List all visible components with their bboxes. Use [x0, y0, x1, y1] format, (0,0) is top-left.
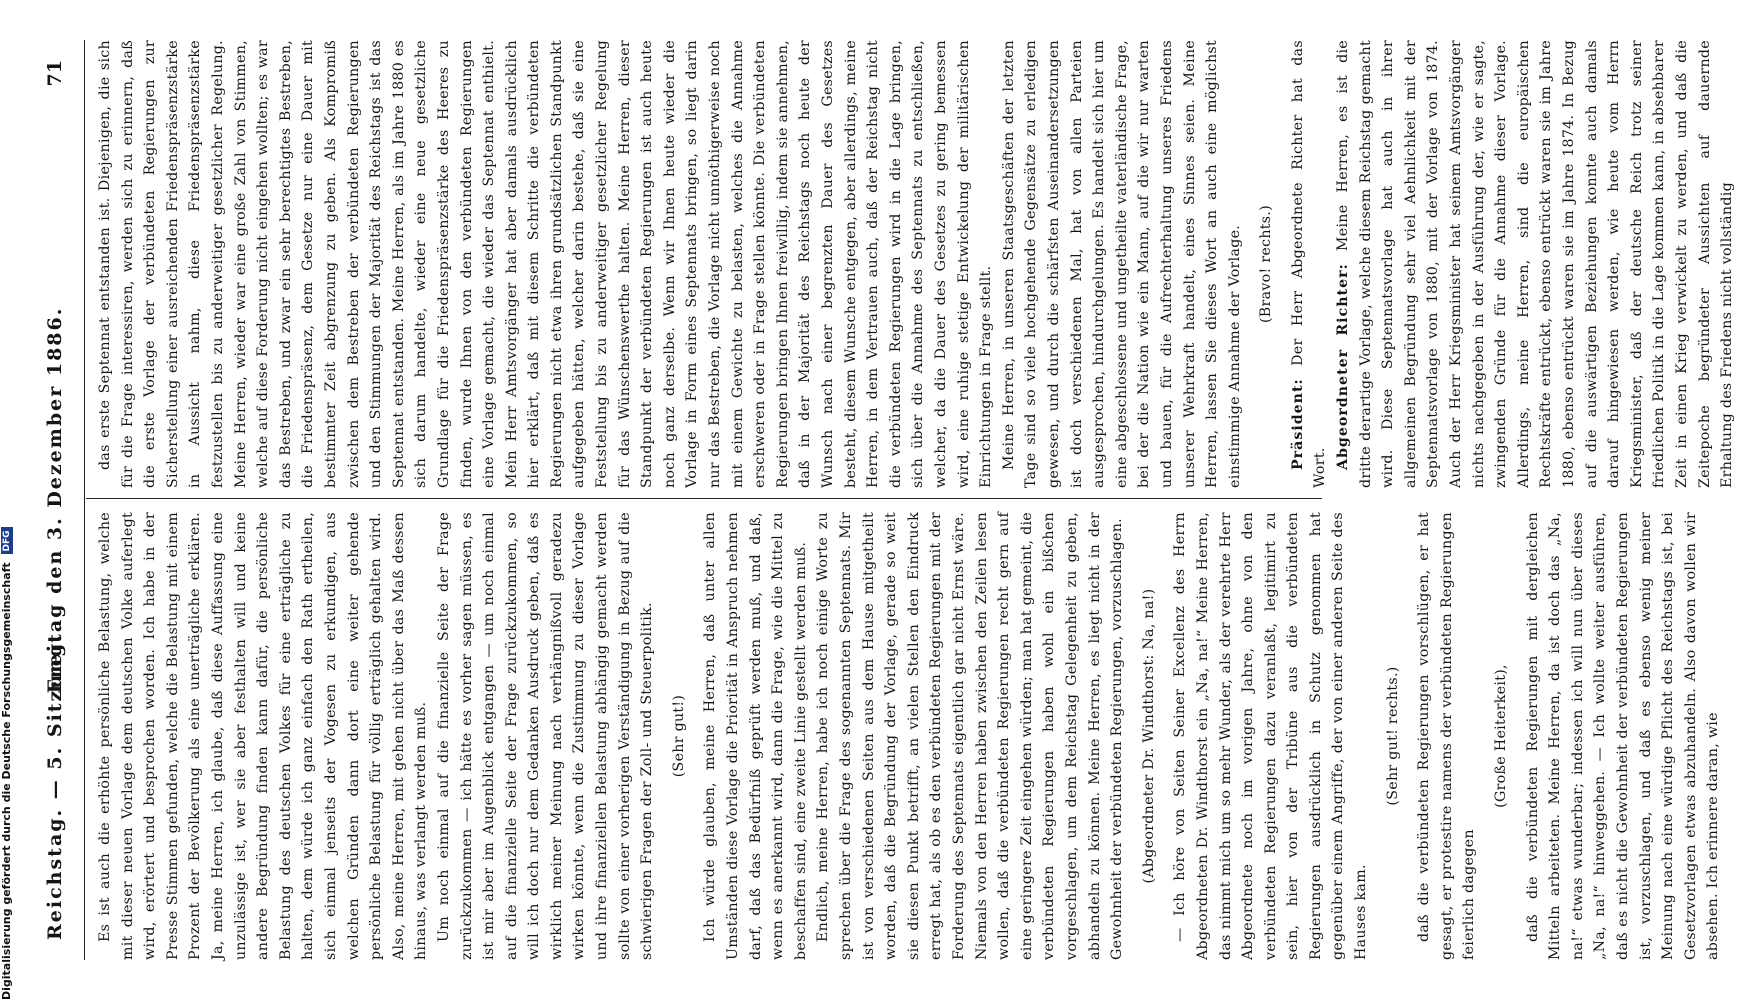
speech-text: Der Herr Abgeordnete Richter hat das Wort. [1289, 40, 1329, 488]
speaker-name: Abgeordneter Richter: [1335, 263, 1352, 470]
speech-paragraph [1287, 40, 1332, 488]
page-number: 71 [44, 60, 66, 87]
footer-credit: Digitalisierung gefördert durch die Deutsche Forschungsgemeinschaft [0, 562, 13, 1000]
dfg-logo: DFG [1, 527, 13, 554]
header-rule [84, 40, 85, 960]
body-paragraph: Um noch einmal auf die finanzielle Seite der Frage zurückzukommen — ich hätte es vorher sagen müssen, es ist mir aber im Augenblick entgangen — um noch einmal auf die finanzielle Seite der Frage zurückzukommen, so will ich doch nur dem Gedanken Ausdruck geben, daß es wirklich meiner Meinung nach verhängnißvoll geradezu wirken könnte, wenn die Zustimmung zu dieser Vorlage und ihre finanziellen Belastung abhängig gemacht werden sollte von einer vorherigen Verständigung in Bezug auf die schwierigen Fragen der Zoll- und Steuerpolitik. [435, 512, 656, 960]
body-paragraph: daß die verbündeten Regierungen vorschlügen, er hat gesagt, er protestire namens der verbündeten Regierungen feierlich dagegen [1416, 512, 1478, 960]
interjection: (Bravo! rechts.) [1258, 204, 1275, 324]
body-paragraph: Endlich, meine Herren, habe ich noch einige Worte zu sprechen über die Frage des sogenannten Septennats. Mir ist von verschiedenen Seiten aus dem Hause mitgetheilt worden, daß die Begründung der Vorlage, gerade so weit sie diesen Punkt betrifft, an vielen Stellen den Eindruck erregt hat, als ob es den verbündeten Regierungen mit der Forderung des Septennats eigentlich gar nicht Ernst wäre. Niemals von den Herren haben zwischen den Zeilen lesen wollen, daß die verbündeten Regierungen recht gern auf eine geringere Zeit eingehen würden; man hat gemeint, die verbündeten Regierungen haben wohl ein bißchen vorgeschlagen, um dem Reichstag Gelegenheit zu geben, abhandeln zu können. Meine Herren, es liegt nicht in der Gewohnheit der verbündeten Regierungen, vorzuschlagen. [815, 512, 1126, 960]
body-paragraph: — Ich höre von Seiten Seiner Excellenz des Herrn Abgeordneten Dr. Windthorst ein „Na, na!“ Meine Herren, das nimmt mich um so mehr Wunder, als der verehrte Herr Abgeordnete noch im vorigen Jahre, ohne von den verbündeten Regierungen dazu veranlaßt, legitimirt zu sein, hier von der Tribüne aus die verbündeten Regierungen ausdrücklich in Schutz genommen hat gegenüber einem Angriffe, der von einer anderen Seite des Hauses kam. [1172, 512, 1370, 960]
right-column [94, 40, 1736, 488]
speech-paragraph [1332, 40, 1739, 488]
header-date: Freitag den 3. Dezember 1886. [44, 306, 66, 694]
interjection: (Sehr gut!) [670, 694, 687, 778]
speaker-name: Präsident: [1289, 378, 1306, 470]
page-header [18, 60, 74, 940]
interjection: (Sehr gut! rechts.) [1384, 666, 1401, 806]
speech-text: Meine Herren, es ist die dritte derartige Vorlage, welche diesem Reichstag gemacht wird. Diese Septennatsvorlage hat auch in ihrer allgemeinen Begründung sehr viel Aehnlichkeit mit der Septennatsvorlage von 1880, mit der Vorlage von 1874. Auch der Herr Kriegsminister hat seinem Amtsvorgänger nichts nachgegeben in der Ausführung der, wie er sagte, zwingenden Gründe für die Annahme dieser Vorlage. Allerdings, meine Herren, sind die europäischen Rechtskräfte entrückt, ebenso entrückt waren sie im Jahre 1880, ebenso entrückt waren sie im Jahre 1874. In Bezug auf die auswärtigen Beziehungen konnte auch damals darauf hingewiesen werden, wie heute vom Herrn Kriegsminister, daß der deutsche Reich trotz seiner friedlichen Politik in die Lage kommen kann, in absehbarer Zeit in einen Krieg verwickelt zu werden, und daß die Zeitepoche begründeter Aussichten auf dauernde Erhaltung des Friedens nicht vollständig [1335, 40, 1736, 488]
body-paragraph: das erste Septennat entstanden ist. Diejenigen, die sich für die Frage interessiren, werden sich zu erinnern, daß die erste Vorlage der verbündeten Regierungen zur Sicherstellung einer ausreichenden Friedenspräsenzstärke in Aussicht nahm, diese Friedenspräsenzstärke festzustellen bis zu anderweitiger gesetzlicher Regelung. Meine Herren, wieder war eine große Zahl von Stimmen, welche auf diese Forderung nicht eingehen wollten; es war das Bestreben, und zwar ein sehr berechtigtes Bestreben, die Friedenspräsenz, dem Gesetze nur eine Dauer mit bestimmter Zeit abgrenzung zu geben. Als Kompromiß zwischen dem Bestreben der verbündeten Regierungen und den Stimmungen der Majorität des Reichstags ist das Septennat entstanden. Meine Herren, als im Jahre 1880 es sich darum handelte, wieder eine neue gesetzliche Grundlage für die Friedenspräsenzstärke des Heeres zu finden, wurde Ihnen von den verbündeten Regierungen eine Vorlage gemacht, die wieder das Septennat enthielt. Mein Herr Amtsvorgänger hat aber damals ausdrücklich hier erklärt, daß mit diesem Schritte die verbündeten Regierungen nicht etwa ihren grundsätzlichen Standpunkt aufgegeben hätten, welcher darin bestehe, daß sie eine Feststellung bis zu anderweitiger gesetzlicher Regelung für das Wünschenswerthe halten. Meine Herren, dieser Standpunkt der verbündeten Regierungen ist auch heute noch ganz derselbe. Wenn wir Ihnen heute wieder die Vorlage in Form eines Septennats bringen, so liegt darin nur das Bestreben, die Vorlage nicht unnöthigerweise noch mit einem Gewichte zu belasten, welches die Annahme erschweren oder in Frage stellen könnte. Die verbündeten Regierungen bringen Ihnen freiwillig, indem sie annehmen, daß in der Majorität des Reichstags noch heute der Wunsch nach einer begrenzten Dauer des Gesetzes besteht, diesem Wunsche entgegen, aber allerdings, meine Herren, in dem Vertrauen auch, daß der Reichstag nicht die verbündeten Regierungen wird in die Lage bringen, sich über die Annahme des Septennats zu entschließen, welcher, da die Dauer des Gesetzes zu gering bemessen wird, eine ruhige stetige Entwickelung der militärischen Einrichtungen in Frage stellt. [97, 40, 995, 488]
interjection: (Abgeordneter Dr. Windthorst: Na, na!) [1140, 588, 1157, 884]
body-paragraph: Es ist auch die erhöhte persönliche Belastung, welche mit dieser neuen Vorlage dem deutschen Volke auferlegt wird, erörtert und besprochen worden. Ich habe in der Presse Stimmen gefunden, welche die Belastung mit einem Prozent der Bevölkerung als eine unerträgliche erklären. Ja, meine Herren, ich glaube, daß diese Auffassung eine unzulässige ist, wer sie aber festhalten will und keine andere Begründung finden kann dafür, die persönliche Belastung des deutschen Volkes für eine erträgliche zu halten, dem würde ich ganz einfach den Rath ertheilen, sich einmal jenseits der Vogesen zu erkundigen, aus welchen Gründen dann dort eine weiter gehende persönliche Belastung für völlig erträglich gehalten wird. Also, meine Herren, mit gehen nicht über das Maß dessen hinaus, was verlangt werden muß. [97, 512, 430, 960]
body-paragraph: Meine Herren, in unseren Staatsgeschäften der letzten Tage sind so viele hochgehende Gegensätze zu erledigen gewesen, und durch die schärfsten Auseinandersetzungen ist doch verschiedenen Mal, hat von allen Parteien ausgesprochen, hindurchgelungen. Es handelt sich hier um eine abgeschlossene und ungetheilte vaterländische Frage, bei der die Nation wie ein Mann, auf die wir nur warten und bauen, für die Aufrechterhaltung unseres Friedens unserer Wehrkraft handelt, eines Sinnes seien. Meine Herren, lassen Sie dieses Wort an auch eine möglichst einstimmige Annahme der Vorlage. [1000, 40, 1243, 488]
left-column [94, 512, 1722, 960]
interjection: (Große Heiterkeit), [1493, 664, 1510, 808]
digitization-footer [0, 0, 14, 1000]
header-session: Reichstag. — 5. Sitzung. [44, 633, 66, 940]
body-paragraph: daß die verbündeten Regierungen mit dergleichen Mitteln arbeiteten. Meine Herren, da ist doch das „Na, na!“ etwas wunderbar; indessen ich will nun über dieses „Na, na!“ hinweggehen. — Ich wollte weiter ausführen, daß es nicht die Gewohnheit der verbündeten Regierungen ist, vorzuschlagen, und daß es ebenso wenig meiner Meinung nach eine würdige Pflicht des Reichstags ist, bei Gesetzvorlagen etwas abzuhandeln. Also davon wollen wir absehen. Ich erinnere daran, wie [1524, 512, 1722, 960]
body-paragraph: Ich würde glauben, meine Herren, daß unter allen Umständen diese Vorlage die Priorität in Anspruch nehmen darf, daß das Bedürfniß geprüft werden muß, und daß, wenn es anerkannt wird, dann die Frage, wie die Mittel zu beschaffen sind, eine zweite Linie gestellt werden muß. [702, 512, 809, 960]
column-divider [86, 498, 1322, 499]
